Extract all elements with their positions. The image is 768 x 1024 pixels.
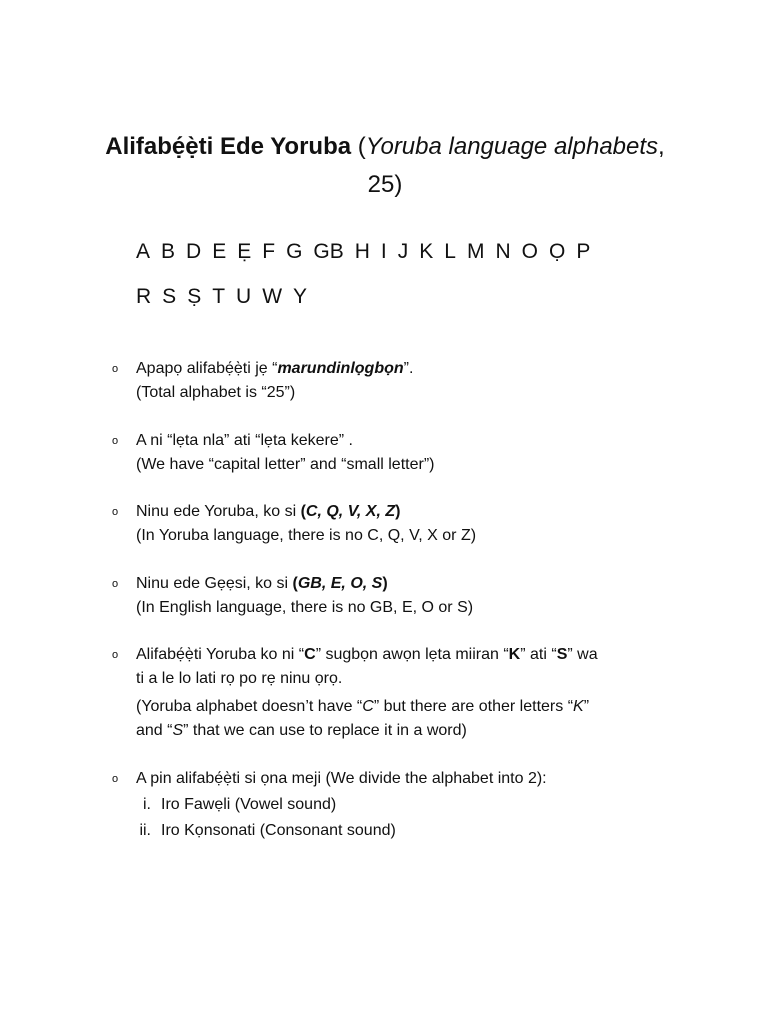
note-item xyxy=(112,500,696,548)
title-italic: Yoruba language alphabets xyxy=(365,133,659,160)
note-item xyxy=(112,429,696,477)
note-line xyxy=(136,500,696,524)
note-line: A pin alifabẹ́ẹ̀ti si ọna meji (We divide the alphabet into 2): xyxy=(136,770,547,787)
title-tail: , 25) xyxy=(367,133,665,198)
letter: M xyxy=(466,240,485,263)
letter: H xyxy=(354,240,370,263)
letter: E xyxy=(212,240,227,263)
note-translation: (In Yoruba language, there is no C, Q, V, X or Z) xyxy=(136,527,477,544)
bold-letter: S xyxy=(556,646,568,663)
letter: U xyxy=(236,285,252,308)
text: ” xyxy=(583,698,590,715)
list-text: Iro Kọnsonati (Consonant sound) xyxy=(161,822,396,839)
note-line: A ni “lẹta nla” ati “lẹta kekere” . xyxy=(136,432,353,449)
note-line xyxy=(136,357,696,381)
text: ” ati “ xyxy=(520,646,557,663)
note-translation xyxy=(136,719,696,743)
note-item xyxy=(112,643,696,743)
letter: Y xyxy=(293,285,308,308)
text: Ninu ede Gẹẹsi, ko si xyxy=(136,575,293,592)
emphasis-text: C, Q, V, X, Z xyxy=(305,503,396,520)
note-line: ti a le lo lati rọ po rẹ ninu ọrọ. xyxy=(136,670,343,687)
bullet-circle-icon: o xyxy=(112,506,119,518)
letter: Ṣ xyxy=(187,285,202,308)
bold-letter: K xyxy=(508,646,521,663)
text: (Yoruba alphabet doesn’t have “ xyxy=(136,698,363,715)
text: ” that we can use to replace it in a word) xyxy=(183,722,467,739)
letter: O xyxy=(521,240,538,263)
letter: F xyxy=(262,240,276,263)
text: ” wa xyxy=(567,646,598,663)
letter: W xyxy=(262,285,283,308)
text: ” sugbọn awọn lẹta miiran “ xyxy=(315,646,509,663)
paren: ( xyxy=(300,503,306,520)
letter: Ẹ xyxy=(237,240,252,263)
list-number: ii. xyxy=(139,822,151,839)
text: and “ xyxy=(136,722,173,739)
bullet-circle-icon: o xyxy=(112,649,119,661)
alphabet-row-2 xyxy=(136,285,307,309)
note-translation: (In English language, there is no GB, E, O or S) xyxy=(136,599,474,616)
note-item xyxy=(112,767,696,845)
page-title xyxy=(100,128,670,204)
letter: B xyxy=(161,240,176,263)
italic-letter: S xyxy=(172,722,184,739)
italic-letter: C xyxy=(362,698,374,715)
paren: ) xyxy=(382,575,388,592)
list-number: i. xyxy=(143,796,151,813)
letter: N xyxy=(495,240,511,263)
list-item xyxy=(136,793,696,819)
paren: ( xyxy=(292,575,298,592)
note-line xyxy=(136,572,696,596)
note-translation: (Total alphabet is “25”) xyxy=(136,384,296,401)
italic-letter: K xyxy=(573,698,584,715)
text: ”. xyxy=(403,360,414,377)
bold-letter: C xyxy=(304,646,316,663)
bullet-circle-icon: o xyxy=(112,773,119,785)
letter: R xyxy=(136,285,152,308)
letter: A xyxy=(136,240,151,263)
letter: K xyxy=(419,240,434,263)
letter: I xyxy=(380,240,387,263)
text: Alifabẹ́ẹ̀ti Yoruba ko ni “ xyxy=(136,646,305,663)
paren: ) xyxy=(395,503,401,520)
list-item xyxy=(136,819,696,845)
bullet-circle-icon: o xyxy=(112,363,119,375)
list-text: Iro Fawẹli (Vowel sound) xyxy=(161,796,337,813)
text: Apapọ alifabẹ́ẹ̀ti jẹ “ xyxy=(136,360,278,377)
bullet-circle-icon: o xyxy=(112,578,119,590)
title-main: Alifabẹ́ẹ̀ti Ede Yoruba xyxy=(105,133,352,160)
note-translation xyxy=(136,695,696,719)
letter: J xyxy=(397,240,409,263)
note-translation: (We have “capital letter” and “small letter”) xyxy=(136,456,435,473)
note-item xyxy=(112,572,696,620)
letter: S xyxy=(162,285,177,308)
letter: T xyxy=(212,285,226,308)
title-open-paren: ( xyxy=(351,133,366,160)
letter: L xyxy=(444,240,456,263)
letter: Ọ xyxy=(548,240,566,263)
text: ” but there are other letters “ xyxy=(373,698,574,715)
emphasis-text: GB, E, O, S xyxy=(297,575,383,592)
letter: GB xyxy=(313,240,344,263)
letter: P xyxy=(576,240,591,263)
emphasis-text: marundinlọgbọn xyxy=(277,360,404,377)
letter: G xyxy=(286,240,303,263)
roman-sublist xyxy=(136,793,696,845)
note-line xyxy=(136,643,696,667)
alphabet-row-1 xyxy=(136,240,590,264)
note-item xyxy=(112,357,696,405)
letter: D xyxy=(186,240,202,263)
text: Ninu ede Yoruba, ko si xyxy=(136,503,301,520)
bullet-circle-icon: o xyxy=(112,435,119,447)
